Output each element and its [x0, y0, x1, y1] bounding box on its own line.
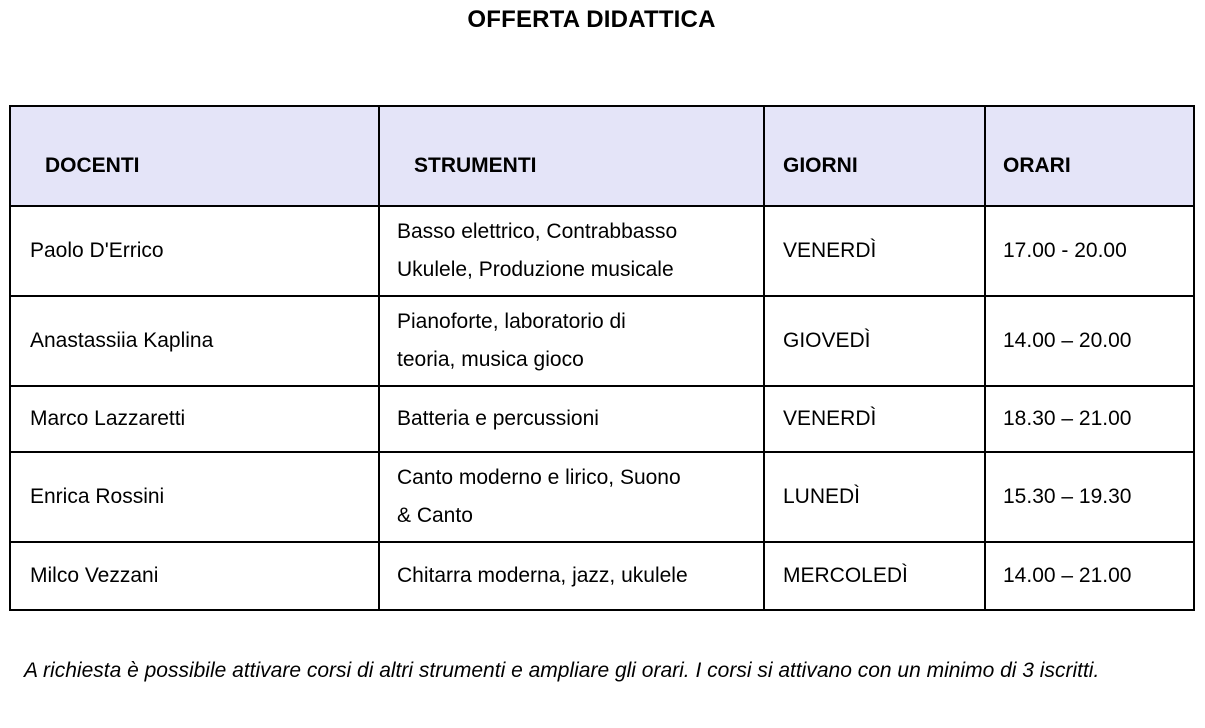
column-header-strumenti: STRUMENTI: [379, 106, 764, 206]
cell-giorno: GIOVEDÌ: [764, 296, 985, 386]
cell-orario: 15.30 – 19.30: [985, 452, 1194, 542]
table-header-row: [10, 106, 1194, 206]
table-row: [10, 206, 1194, 296]
cell-strumenti-line: Basso elettrico, Contrabbasso: [397, 220, 678, 243]
cell-strumenti-line: & Canto: [397, 504, 473, 527]
cell-orario: 18.30 – 21.00: [985, 386, 1194, 452]
cell-strumenti: [379, 206, 764, 296]
cell-giorno: VENERDÌ: [764, 386, 985, 452]
page-title: OFFERTA DIDATTICA: [467, 6, 716, 33]
table-row: [10, 452, 1194, 542]
cell-docente: Paolo D'Errico: [10, 206, 379, 296]
cell-strumenti-line: Batteria e percussioni: [397, 407, 599, 430]
footnote: A richiesta è possibile attivare corsi di altri strumenti e ampliare gli orari. I corsi si attivano con un minimo di 3 iscritti.: [24, 659, 1100, 682]
courses-table: [9, 105, 1195, 611]
column-header-docenti: DOCENTI: [10, 106, 379, 206]
table-row: [10, 296, 1194, 386]
cell-orario: 14.00 – 20.00: [985, 296, 1194, 386]
cell-docente: Enrica Rossini: [10, 452, 379, 542]
cell-strumenti-line: Pianoforte, laboratorio di: [397, 310, 626, 333]
cell-giorno: LUNEDÌ: [764, 452, 985, 542]
cell-strumenti-line: Chitarra moderna, jazz, ukulele: [397, 564, 688, 587]
table-row: [10, 542, 1194, 610]
cell-docente: Milco Vezzani: [10, 542, 379, 610]
cell-strumenti: [379, 296, 764, 386]
cell-strumenti: [379, 542, 764, 610]
cell-orario: 17.00 - 20.00: [985, 206, 1194, 296]
column-header-giorni: GIORNI: [764, 106, 985, 206]
cell-docente: Anastassiia Kaplina: [10, 296, 379, 386]
cell-strumenti: [379, 452, 764, 542]
cell-strumenti: [379, 386, 764, 452]
cell-strumenti-line: teoria, musica gioco: [397, 348, 584, 371]
cell-strumenti-line: Canto moderno e lirico, Suono: [397, 466, 681, 489]
column-header-orari: ORARI: [985, 106, 1194, 206]
table-row: [10, 386, 1194, 452]
cell-docente: Marco Lazzaretti: [10, 386, 379, 452]
cell-orario: 14.00 – 21.00: [985, 542, 1194, 610]
cell-strumenti-line: Ukulele, Produzione musicale: [397, 258, 674, 281]
cell-giorno: MERCOLEDÌ: [764, 542, 985, 610]
cell-giorno: VENERDÌ: [764, 206, 985, 296]
